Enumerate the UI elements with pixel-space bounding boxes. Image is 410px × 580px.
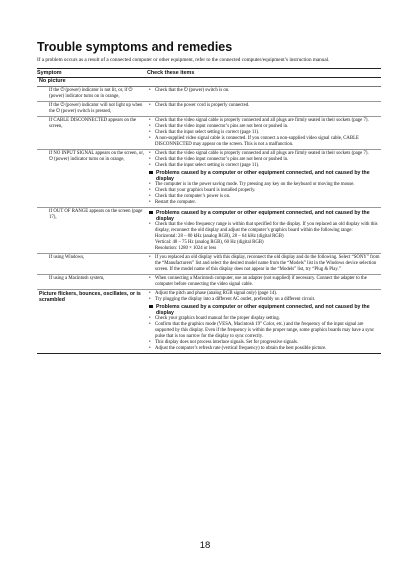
no-picture-rows <box>37 87 381 290</box>
check-item: • Check that the video frequency range is within that specified for the display. If you replaced an old display with this display, reconnect the old display and adjust the computer’s graphics board within the following range: <box>149 222 381 234</box>
check-cell <box>145 208 381 253</box>
check-item: • This display does not process interlace signals. Set for progressive signals. <box>149 340 381 346</box>
check-item: • If you replaced an old display with this display, reconnect the old display and do the following. Select “SONY” from the “Manufacturers” list and select the desired model name from the “Models” list in the Windows device selection screen. If the model name of this display does not appear in the “Models” list, try “Plug & Play.” <box>149 255 381 273</box>
trouble-page <box>37 40 381 354</box>
check-item: • Check that the input select setting is correct (page 11). <box>149 130 381 136</box>
header-symptom: Symptom <box>37 70 62 76</box>
table-row <box>37 102 381 117</box>
symptom-cell: Picture flickers, bounces, oscillates, or is scrambled <box>39 290 141 303</box>
check-item: • Check that the video input connector’s pins are not bent or pushed in. <box>149 157 381 163</box>
spec-line: Resolution: 1280 × 1024 or less <box>155 245 217 251</box>
check-item: • Adjust the pitch and phase (analog RGB signal only) (page 14). <box>149 291 381 297</box>
check-item: • Check that the input select setting is correct (page 11). <box>149 163 381 169</box>
table-row <box>37 150 381 208</box>
group-heading: Problems caused by a computer or other equipment connected, and not caused by the display <box>149 210 381 222</box>
page-title: Trouble symptoms and remedies <box>37 40 233 54</box>
check-item: • Adjust the computer’s refresh rate (vertical frequency) to obtain the best possible picture. <box>149 346 381 352</box>
table-row-flicker <box>37 290 381 354</box>
check-cell <box>145 275 381 289</box>
section-no-picture: No picture <box>37 78 381 87</box>
table-row <box>37 208 381 254</box>
check-item: • Check your graphics board manual for the proper display setting. <box>149 316 381 322</box>
check-cell <box>145 290 381 353</box>
table-row <box>37 87 381 102</box>
check-cell <box>145 117 381 149</box>
table-row <box>37 117 381 150</box>
check-cell <box>145 254 381 274</box>
symptom-cell: If using Windows, <box>49 254 85 260</box>
spec-line: Vertical: 48 – 75 Hz (analog RGB), 60 Hz (digital RGB) <box>155 239 264 245</box>
table-row <box>37 254 381 275</box>
group-heading: Problems caused by a computer or other equipment connected, and not caused by the display <box>149 170 381 182</box>
check-item: • The computer is in the power saving mode. Try pressing any key on the keyboard or moving the mouse. <box>149 182 381 188</box>
check-cell <box>145 87 381 101</box>
check-item: • Try plugging the display into a different AC outlet, preferably on a different circuit. <box>149 297 381 303</box>
check-item: • Check that the power cord is properly connected. <box>149 103 381 109</box>
check-cell <box>145 150 381 207</box>
check-item: • Restart the computer. <box>149 200 381 206</box>
spec-line: Horizontal: 28 – 80 kHz (analog RGB), 28 – 64 kHz (digital RGB) <box>155 233 284 239</box>
symptom-cell: If the ⏻ (power) indicator is not lit, or, if ⏻ (power) indicator turns on in orange, <box>49 87 133 99</box>
table-header <box>37 68 381 78</box>
table-row <box>37 275 381 290</box>
check-item: • Check that the computer’s power is on. <box>149 194 381 200</box>
page-number: 18 <box>199 540 211 551</box>
check-item: • When connecting a Macintosh computer, use an adapter (not supplied) if necessary. Connect the adapter to the computer before connecting the video signal cable. <box>149 276 381 288</box>
symptom-cell: If CABLE DISCONNECTED appears on the screen, <box>49 117 136 129</box>
check-item: • Check that the video input connector’s pins are not bent or pushed in. <box>149 124 381 130</box>
header-check: Check these items <box>147 70 195 76</box>
check-item: • Check that the ⏻ (power) switch is on. <box>149 88 381 94</box>
check-cell <box>145 102 381 116</box>
symptom-cell: If using a Macintosh system, <box>49 275 105 281</box>
group-heading: Problems caused by a computer or other equipment connected, and not caused by the display <box>149 304 381 316</box>
check-item: • A non-supplied video signal cable is connected. If you connect a non-supplied video signal cable, CABLE DISCONNECTED may appear on the screen. This is not a malfunction. <box>149 136 381 148</box>
intro-text: If a problem occurs as a result of a connected computer or other equipment, refer to the connected computer/equipment’s instruction manual. <box>37 57 330 63</box>
check-item: • Confirm that the graphics mode (VESA, Macintosh 19” Color, etc.) and the frequency of the input signal are supported by this display. Even if the frequency is within the proper range, some graphics boards may have a sync pulse that is too narrow for the display to sync correctly. <box>149 322 381 340</box>
check-item: • Check that the video signal cable is properly connected and all plugs are firmly seated in their sockets (page 7). <box>149 151 381 157</box>
check-item: • Check that your graphics board is installed properly. <box>149 188 381 194</box>
check-item: • Check that the video signal cable is properly connected and all plugs are firmly seated in their sockets (page 7). <box>149 118 381 124</box>
symptom-cell: If NO INPUT SIGNAL appears on the screen, or, ⏻ (power) indicator turns on in orange, <box>49 150 144 162</box>
symptom-cell: If OUT OF RANGE appears on the screen (page 17), <box>49 208 143 220</box>
symptom-cell: If the ⏻ (power) indicator will not light up when the ⏻ (power) switch is pressed, <box>49 102 143 114</box>
